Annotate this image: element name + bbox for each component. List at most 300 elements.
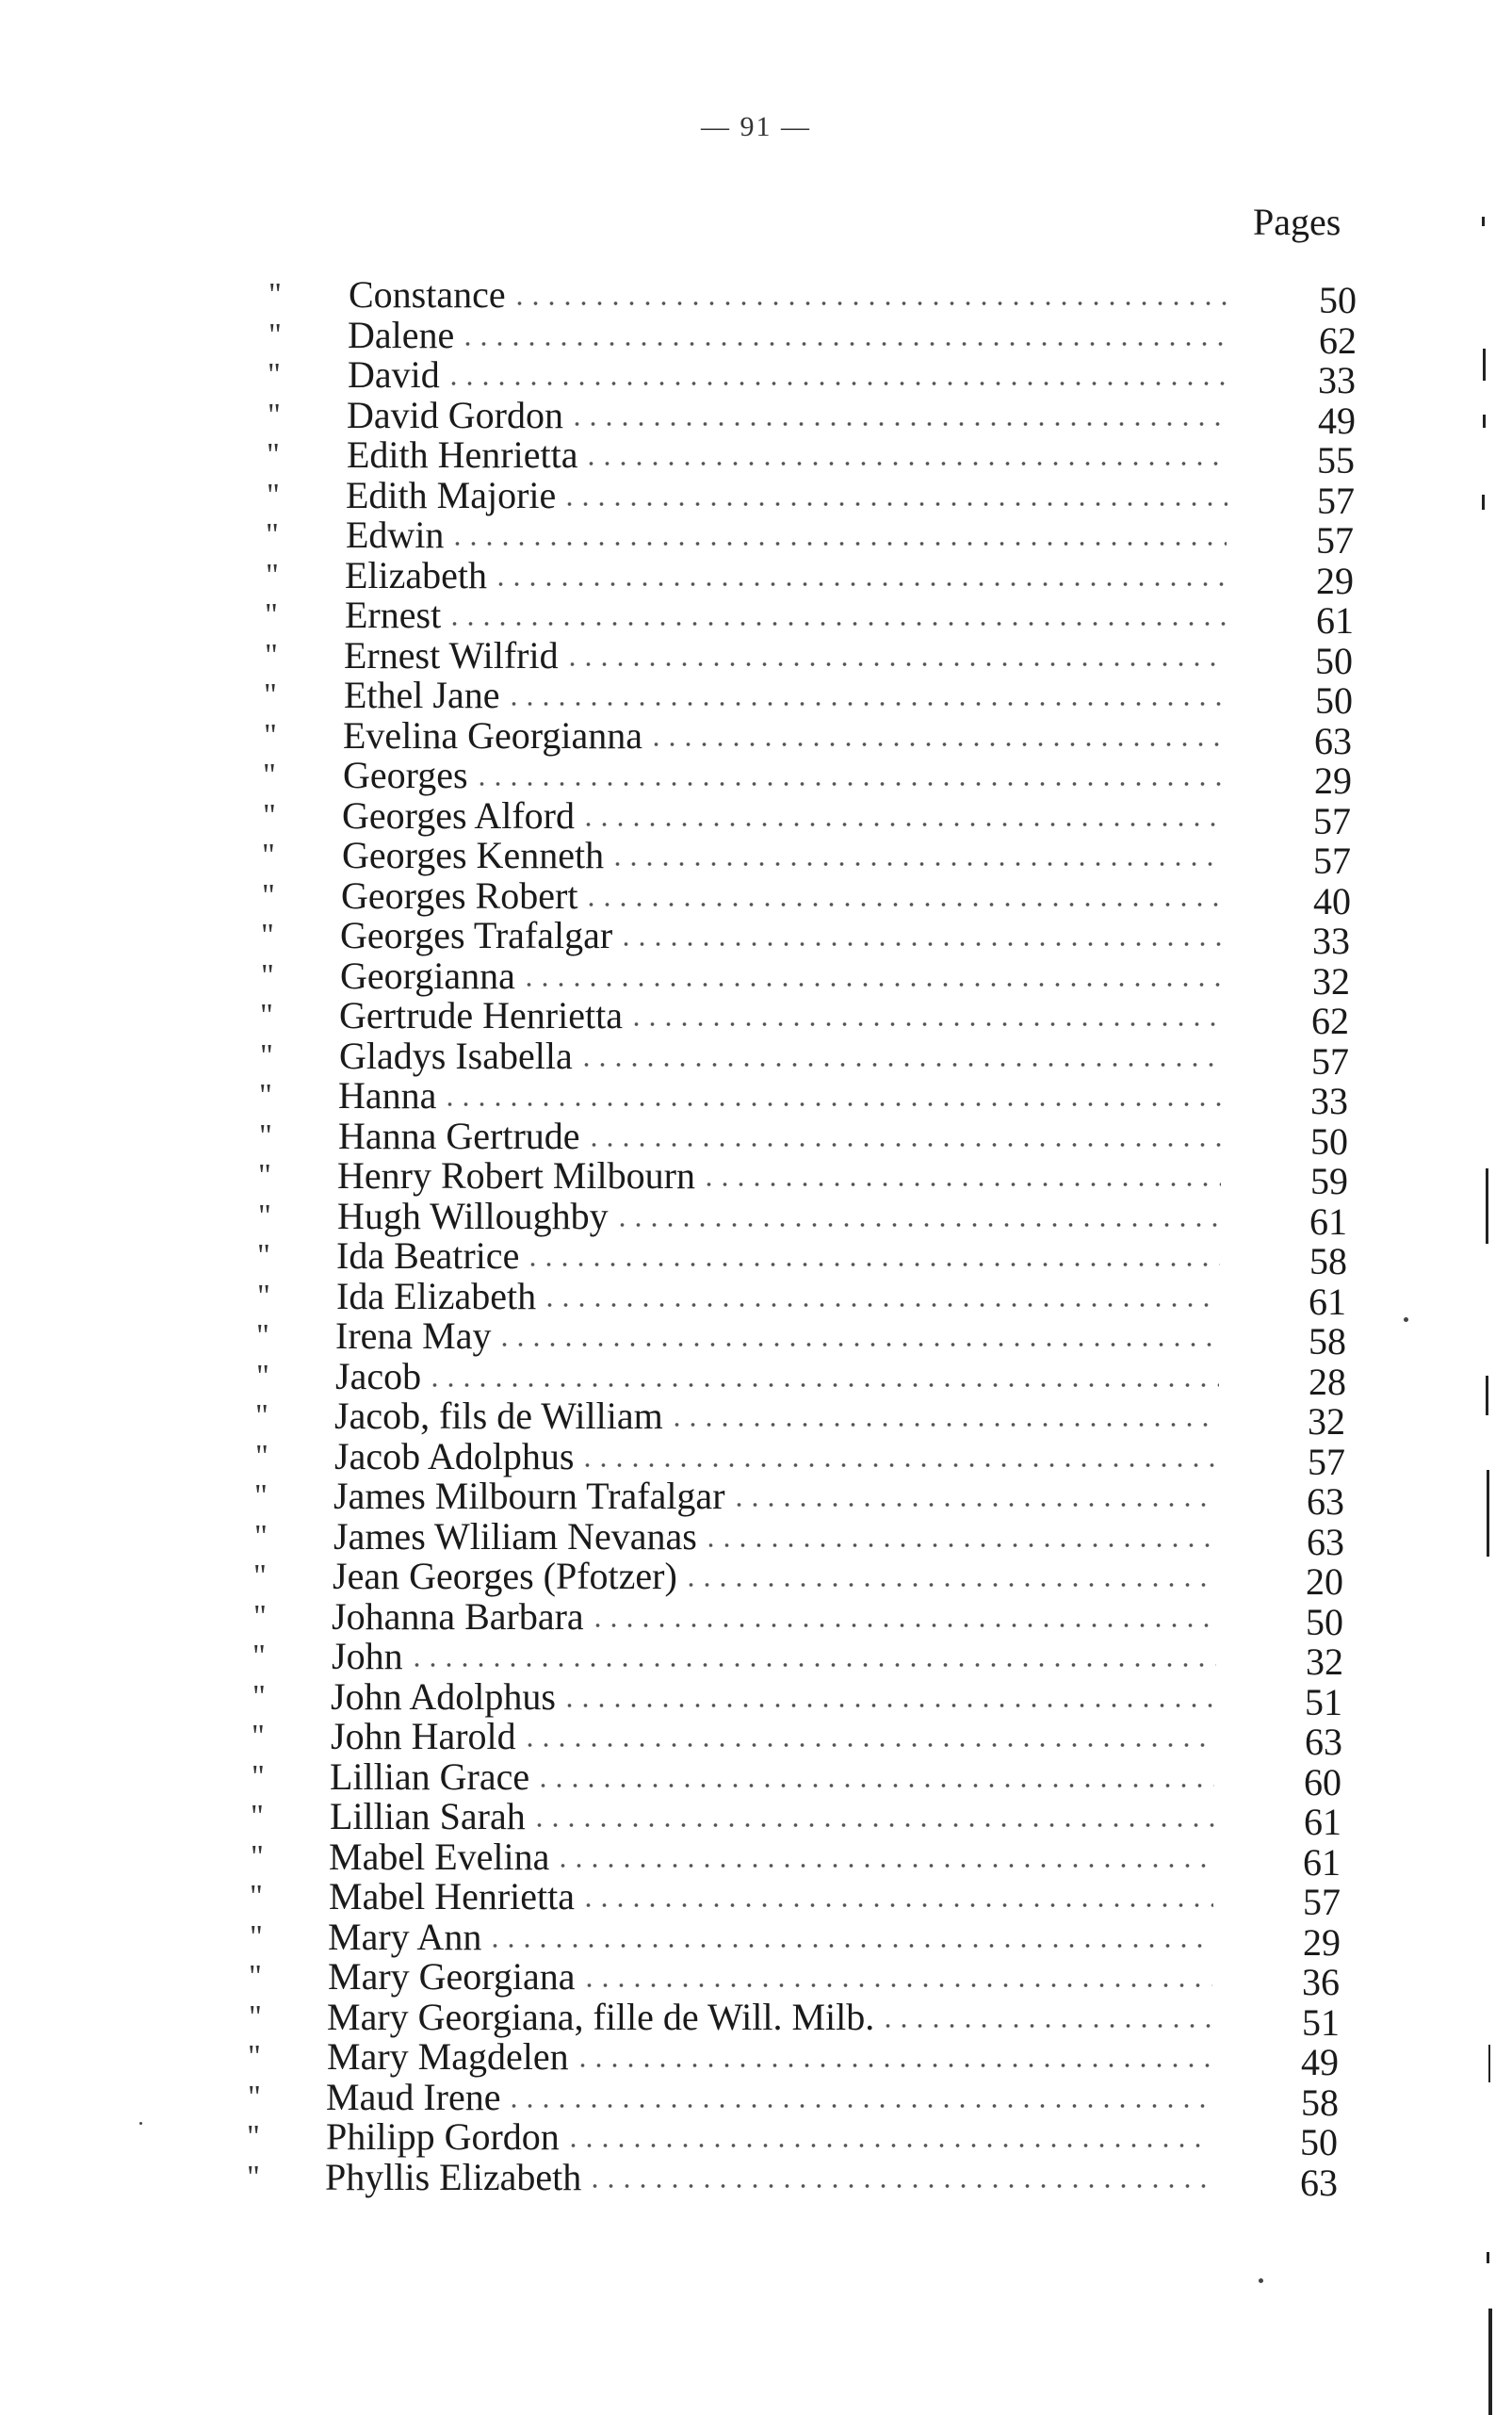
index-entry <box>347 435 1227 475</box>
index-row <box>0 1754 1512 1803</box>
ditto-mark: " <box>250 1879 263 1914</box>
entry-page-number: 51 <box>1302 2000 1340 2044</box>
entry-page-number: 57 <box>1308 1440 1345 1483</box>
index-entry <box>332 1594 1216 1638</box>
dot-leader <box>628 1021 1222 1027</box>
index-row <box>0 1274 1512 1323</box>
dot-leader <box>561 1703 1215 1708</box>
index-row <box>0 873 1512 922</box>
ditto-mark: " <box>249 1959 262 1994</box>
ditto-mark: " <box>264 717 277 753</box>
entry-page-number: 58 <box>1301 2080 1339 2124</box>
margin-mark <box>1487 2252 1489 2263</box>
entry-page-number: 32 <box>1312 959 1350 1003</box>
margin-mark <box>1483 349 1486 381</box>
ditto-mark: " <box>259 1118 272 1153</box>
dot-leader <box>555 1863 1213 1868</box>
margin-mark <box>1482 217 1485 226</box>
entry-page-number: 61 <box>1303 1840 1341 1884</box>
index-row <box>0 1555 1512 1603</box>
index-row <box>0 1715 1512 1763</box>
index-entry <box>336 1274 1219 1317</box>
index-row <box>0 353 1512 401</box>
ditto-mark: " <box>251 1799 264 1834</box>
ditto-mark: " <box>252 1758 265 1794</box>
index-entry <box>348 313 1229 356</box>
ditto-mark: " <box>257 1278 270 1314</box>
index-entry <box>334 1396 1218 1436</box>
index-entry <box>335 1354 1219 1397</box>
index-row <box>0 1995 1512 2044</box>
dot-leader <box>590 1623 1216 1628</box>
entry-name: Constance <box>349 273 506 316</box>
ditto-mark: " <box>262 838 275 873</box>
entry-page-number: 32 <box>1306 1640 1343 1683</box>
dot-leader <box>496 1342 1219 1347</box>
dot-leader <box>583 902 1224 907</box>
entry-page-number: 57 <box>1313 799 1351 842</box>
dot-leader <box>580 1902 1213 1908</box>
entry-name: David Gordon <box>347 393 563 436</box>
entry-name: Georges Alford <box>342 793 575 837</box>
entry-page-number: 55 <box>1317 439 1355 481</box>
entry-page-number: 58 <box>1309 1240 1347 1282</box>
index-entry <box>327 1995 1212 2038</box>
entry-page-number: 49 <box>1318 399 1356 442</box>
dot-leader <box>460 341 1229 347</box>
index-row <box>0 994 1512 1042</box>
dot-leader <box>579 1462 1218 1468</box>
entry-name: John Harold <box>331 1715 516 1757</box>
name-index-list <box>0 273 1512 2204</box>
index-row <box>0 1154 1512 1202</box>
entry-name: Ida Elizabeth <box>336 1274 537 1317</box>
index-row <box>0 1635 1512 1683</box>
entry-page-number: 20 <box>1306 1560 1343 1603</box>
margin-mark <box>1482 495 1485 510</box>
ditto-mark: " <box>251 1838 264 1874</box>
index-row <box>0 1835 1512 1884</box>
index-entry <box>332 1637 1216 1676</box>
ditto-mark: " <box>263 758 276 792</box>
index-entry <box>346 515 1227 555</box>
ditto-mark: " <box>267 477 280 513</box>
index-row <box>0 553 1512 602</box>
ditto-mark: " <box>258 1198 271 1233</box>
dot-leader <box>701 1182 1221 1187</box>
entry-name: Mabel Evelina <box>329 1835 550 1878</box>
entry-page-number: 28 <box>1309 1360 1346 1403</box>
index-row <box>0 1074 1512 1122</box>
entry-name: Hanna <box>338 1074 437 1117</box>
entry-name: James Milbourn Trafalgar <box>333 1475 725 1517</box>
index-entry <box>328 1957 1212 1997</box>
index-row <box>0 594 1512 642</box>
entry-name: Phyllis Elizabeth <box>325 2155 582 2198</box>
entry-name: Elizabeth <box>345 553 488 596</box>
index-row <box>0 2075 1512 2124</box>
entry-name: Lillian Sarah <box>330 1795 526 1837</box>
ditto-mark: " <box>268 317 282 352</box>
index-row <box>0 1354 1512 1403</box>
index-entry <box>344 676 1226 715</box>
index-row <box>0 1395 1512 1443</box>
entry-page-number: 63 <box>1307 1520 1344 1563</box>
index-row <box>0 1594 1512 1643</box>
dot-leader <box>569 421 1228 427</box>
index-entry <box>342 793 1224 837</box>
ditto-mark: " <box>260 1037 273 1073</box>
entry-name: Lillian Grace <box>330 1754 530 1798</box>
dot-leader <box>521 982 1223 987</box>
entry-name: John <box>332 1635 403 1677</box>
entry-name: James Wliliam Nevanas <box>333 1514 697 1558</box>
entry-page-number: 57 <box>1317 479 1355 522</box>
dot-leader <box>522 1742 1215 1748</box>
entry-name: Mary Georgiana <box>328 1955 576 1998</box>
index-entry <box>349 275 1229 315</box>
index-entry <box>330 1797 1214 1836</box>
ditto-mark: " <box>252 1678 266 1714</box>
dot-leader <box>561 501 1227 507</box>
ditto-mark: " <box>258 1158 271 1193</box>
dot-leader <box>618 941 1223 947</box>
index-row <box>0 1114 1512 1163</box>
entry-page-number: 50 <box>1300 2121 1338 2163</box>
ditto-mark: " <box>250 1918 263 1954</box>
entry-page-number: 50 <box>1306 1600 1343 1643</box>
entry-page-number: 61 <box>1304 1801 1341 1843</box>
entry-page-number: 62 <box>1311 1000 1349 1042</box>
ditto-mark: " <box>253 1558 267 1593</box>
margin-mark <box>1483 415 1486 428</box>
index-row <box>0 1434 1512 1483</box>
page-number: — 91 — <box>701 111 811 142</box>
entry-page-number: 58 <box>1309 1320 1346 1363</box>
index-row <box>0 514 1512 562</box>
index-row <box>0 1034 1512 1083</box>
dot-leader <box>581 1983 1213 1988</box>
index-entry <box>341 873 1224 917</box>
index-row <box>0 1875 1512 1923</box>
ditto-mark: " <box>265 637 278 673</box>
index-entry <box>345 596 1227 635</box>
margin-mark <box>1486 1376 1488 1415</box>
entry-name: Gladys Isabella <box>339 1034 573 1077</box>
dot-leader <box>564 661 1226 667</box>
entry-page-number: 50 <box>1319 279 1357 321</box>
dot-leader <box>525 1262 1220 1267</box>
dot-leader <box>506 2103 1211 2109</box>
index-entry <box>328 1917 1213 1957</box>
dot-leader <box>506 701 1227 707</box>
entry-name: Jacob, fils de William <box>334 1395 663 1437</box>
index-row <box>0 1514 1512 1563</box>
index-entry <box>337 1194 1220 1237</box>
entry-name: Ernest <box>345 594 442 636</box>
entry-page-number: 50 <box>1315 639 1353 682</box>
entry-page-number: 29 <box>1303 1920 1341 1964</box>
dot-leader <box>474 781 1225 787</box>
entry-page-number: 50 <box>1310 1119 1348 1163</box>
index-row <box>0 473 1512 522</box>
index-entry <box>327 2037 1211 2077</box>
entry-name: Jacob <box>335 1354 422 1397</box>
index-entry <box>331 1674 1215 1718</box>
dot-leader <box>449 541 1227 547</box>
entry-page-number: 57 <box>1313 840 1351 882</box>
ditto-mark: " <box>252 1719 265 1754</box>
index-row <box>0 1955 1512 2003</box>
entry-name: Hugh Willoughby <box>337 1194 609 1237</box>
index-row <box>0 914 1512 962</box>
dot-leader <box>542 1302 1219 1308</box>
entry-name: Georges Robert <box>341 873 578 917</box>
dot-leader <box>610 861 1224 867</box>
index-entry <box>340 916 1223 955</box>
index-entry <box>344 633 1226 677</box>
index-entry <box>337 1156 1221 1196</box>
index-entry <box>333 1514 1217 1558</box>
dot-leader <box>583 461 1227 466</box>
index-row <box>0 2035 1512 2083</box>
dot-leader <box>447 621 1227 627</box>
index-entry <box>329 1837 1213 1877</box>
entry-name: Johanna Barbara <box>332 1594 584 1638</box>
ditto-mark: " <box>254 1518 268 1554</box>
entry-page-number: 63 <box>1305 1721 1342 1763</box>
entry-page-number: 63 <box>1300 2161 1338 2204</box>
entry-page-number: 57 <box>1303 1881 1341 1923</box>
dot-leader <box>880 2023 1212 2029</box>
entry-name: Irena May <box>335 1314 492 1357</box>
ditto-mark: " <box>261 957 274 993</box>
index-row <box>0 2155 1512 2204</box>
entry-page-number: 33 <box>1318 359 1356 401</box>
entry-page-number: 32 <box>1308 1400 1345 1443</box>
entry-name: Jean Georges (Pfotzer) <box>333 1555 677 1597</box>
index-entry <box>348 355 1228 395</box>
ditto-mark: " <box>266 557 279 593</box>
entry-name: Georges <box>343 754 468 796</box>
index-row <box>0 793 1512 842</box>
ditto-mark: " <box>259 1078 272 1113</box>
dot-leader <box>531 1822 1214 1828</box>
entry-name: Edith Majorie <box>346 473 557 516</box>
index-row <box>0 633 1512 682</box>
ditto-mark: " <box>252 1639 266 1673</box>
entry-name: Georges Trafalgar <box>340 914 613 956</box>
stray-dot <box>1259 2278 1263 2283</box>
index-entry <box>343 756 1225 795</box>
entry-name: Georges Kenneth <box>342 834 605 876</box>
ditto-mark: " <box>247 2159 260 2195</box>
entry-page-number: 50 <box>1315 679 1353 722</box>
entry-name: Dalene <box>348 313 455 356</box>
entry-name: Hanna Gertrude <box>338 1114 580 1157</box>
entry-name: Henry Robert Milbourn <box>337 1154 695 1197</box>
ditto-mark: " <box>263 797 276 833</box>
entry-page-number: 63 <box>1314 719 1352 762</box>
index-row <box>0 834 1512 882</box>
entry-page-number: 29 <box>1314 759 1352 802</box>
ditto-mark: " <box>255 1398 268 1433</box>
index-entry <box>339 1036 1222 1076</box>
index-entry <box>326 2075 1211 2118</box>
ditto-mark: " <box>266 517 279 552</box>
index-row <box>0 393 1512 442</box>
stray-dot <box>139 2122 142 2125</box>
entry-page-number: 61 <box>1316 599 1354 642</box>
dot-leader <box>669 1422 1218 1428</box>
index-entry <box>338 1114 1221 1157</box>
dot-leader <box>580 822 1224 827</box>
entry-page-number: 60 <box>1304 1760 1341 1803</box>
ditto-mark: " <box>255 1438 268 1474</box>
index-entry <box>342 836 1224 875</box>
index-row <box>0 1795 1512 1843</box>
index-row <box>0 1234 1512 1282</box>
entry-page-number: 49 <box>1301 2041 1339 2083</box>
ditto-mark: " <box>253 1598 267 1634</box>
entry-page-number: 63 <box>1307 1480 1344 1523</box>
entry-name: Georgianna <box>340 954 515 997</box>
index-row <box>0 674 1512 722</box>
dot-leader <box>587 2183 1211 2189</box>
entry-page-number: 51 <box>1305 1680 1342 1723</box>
entry-name: John Adolphus <box>331 1674 556 1718</box>
dot-leader <box>731 1502 1217 1508</box>
ditto-mark: " <box>264 677 277 712</box>
entry-name: David <box>348 353 440 396</box>
index-entry <box>333 1557 1216 1596</box>
index-row <box>0 713 1512 762</box>
dot-leader <box>683 1582 1216 1588</box>
index-entry <box>345 553 1227 596</box>
index-entry <box>334 1434 1218 1477</box>
entry-name: Edith Henrietta <box>347 433 578 476</box>
index-entry <box>331 1717 1215 1756</box>
index-entry <box>340 956 1223 996</box>
stray-dot <box>1404 1317 1408 1322</box>
index-row <box>0 313 1512 362</box>
ditto-mark: " <box>248 2039 261 2074</box>
ditto-mark: " <box>265 597 278 632</box>
ditto-mark: " <box>268 357 281 392</box>
dot-leader <box>487 1943 1213 1949</box>
ditto-mark: " <box>268 277 282 312</box>
entry-name: Maud Irene <box>326 2075 501 2118</box>
entry-page-number: 29 <box>1316 559 1354 602</box>
dot-leader <box>703 1542 1217 1548</box>
entry-page-number: 59 <box>1310 1160 1348 1202</box>
index-row <box>0 1194 1512 1243</box>
entry-page-number: 61 <box>1309 1280 1346 1323</box>
ditto-mark: " <box>268 397 281 432</box>
entry-name: Mary Magdelen <box>327 2035 569 2078</box>
entry-name: Ernest Wilfrid <box>344 633 559 677</box>
index-row <box>0 2115 1512 2163</box>
entry-name: Philipp Gordon <box>326 2115 560 2158</box>
ditto-mark: " <box>262 877 275 913</box>
entry-name: Mabel Henrietta <box>329 1875 575 1917</box>
entry-name: Jacob Adolphus <box>334 1434 575 1477</box>
dot-leader <box>493 581 1227 587</box>
entry-name: Ida Beatrice <box>336 1234 520 1277</box>
index-entry <box>338 1076 1221 1116</box>
dot-leader <box>586 1142 1221 1148</box>
entry-name: Mary Georgiana, fille de Will. Milb. <box>327 1995 875 2038</box>
index-row <box>0 1314 1512 1363</box>
index-entry <box>325 2155 1211 2198</box>
ditto-mark: " <box>248 2079 261 2114</box>
index-entry <box>329 1877 1213 1917</box>
dot-leader <box>535 1783 1214 1788</box>
dot-leader <box>442 1101 1221 1107</box>
index-entry <box>346 473 1227 516</box>
entry-page-number: 33 <box>1310 1080 1348 1122</box>
ditto-mark: " <box>247 2119 260 2154</box>
index-row <box>0 1475 1512 1523</box>
index-entry <box>330 1754 1214 1798</box>
entry-name: Gertrude Henrietta <box>339 994 623 1036</box>
ditto-mark: " <box>256 1318 269 1353</box>
dot-leader <box>648 742 1225 747</box>
index-row <box>0 273 1512 321</box>
index-entry <box>339 996 1222 1036</box>
entry-page-number: 62 <box>1319 318 1357 362</box>
entry-page-number: 57 <box>1316 519 1354 562</box>
dot-leader <box>446 381 1228 386</box>
dot-leader <box>512 301 1229 306</box>
margin-mark <box>1488 2045 1490 2082</box>
entry-name: Edwin <box>346 514 445 556</box>
pages-column-header: Pages <box>1253 201 1341 243</box>
entry-name: Mary Ann <box>328 1915 482 1958</box>
ditto-mark: " <box>257 1238 270 1273</box>
dot-leader <box>575 2063 1211 2068</box>
index-entry <box>347 393 1228 436</box>
index-row <box>0 1915 1512 1964</box>
dot-leader <box>409 1662 1216 1668</box>
index-row <box>0 954 1512 1003</box>
entry-page-number: 61 <box>1309 1199 1347 1243</box>
ditto-mark: " <box>254 1478 268 1513</box>
index-entry <box>336 1236 1220 1276</box>
dot-leader <box>427 1382 1219 1388</box>
entry-page-number: 33 <box>1312 920 1350 962</box>
index-row <box>0 433 1512 481</box>
margin-mark <box>1486 1168 1488 1244</box>
index-entry <box>335 1316 1219 1356</box>
entry-page-number: 36 <box>1302 1961 1340 2003</box>
entry-page-number: 57 <box>1311 1039 1349 1083</box>
entry-name: Evelina Georgianna <box>343 713 643 757</box>
margin-mark <box>1487 1470 1489 1557</box>
entry-page-number: 40 <box>1313 879 1351 922</box>
index-row <box>0 754 1512 802</box>
margin-mark <box>1488 2309 1492 2415</box>
dot-leader <box>578 1062 1222 1068</box>
ditto-mark: " <box>256 1358 269 1394</box>
index-entry <box>326 2117 1211 2157</box>
index-entry <box>333 1477 1217 1516</box>
index-entry <box>343 713 1225 757</box>
entry-name: Ethel Jane <box>344 674 500 716</box>
ditto-mark: " <box>260 998 273 1033</box>
ditto-mark: " <box>249 1999 262 2034</box>
dot-leader <box>614 1222 1220 1228</box>
